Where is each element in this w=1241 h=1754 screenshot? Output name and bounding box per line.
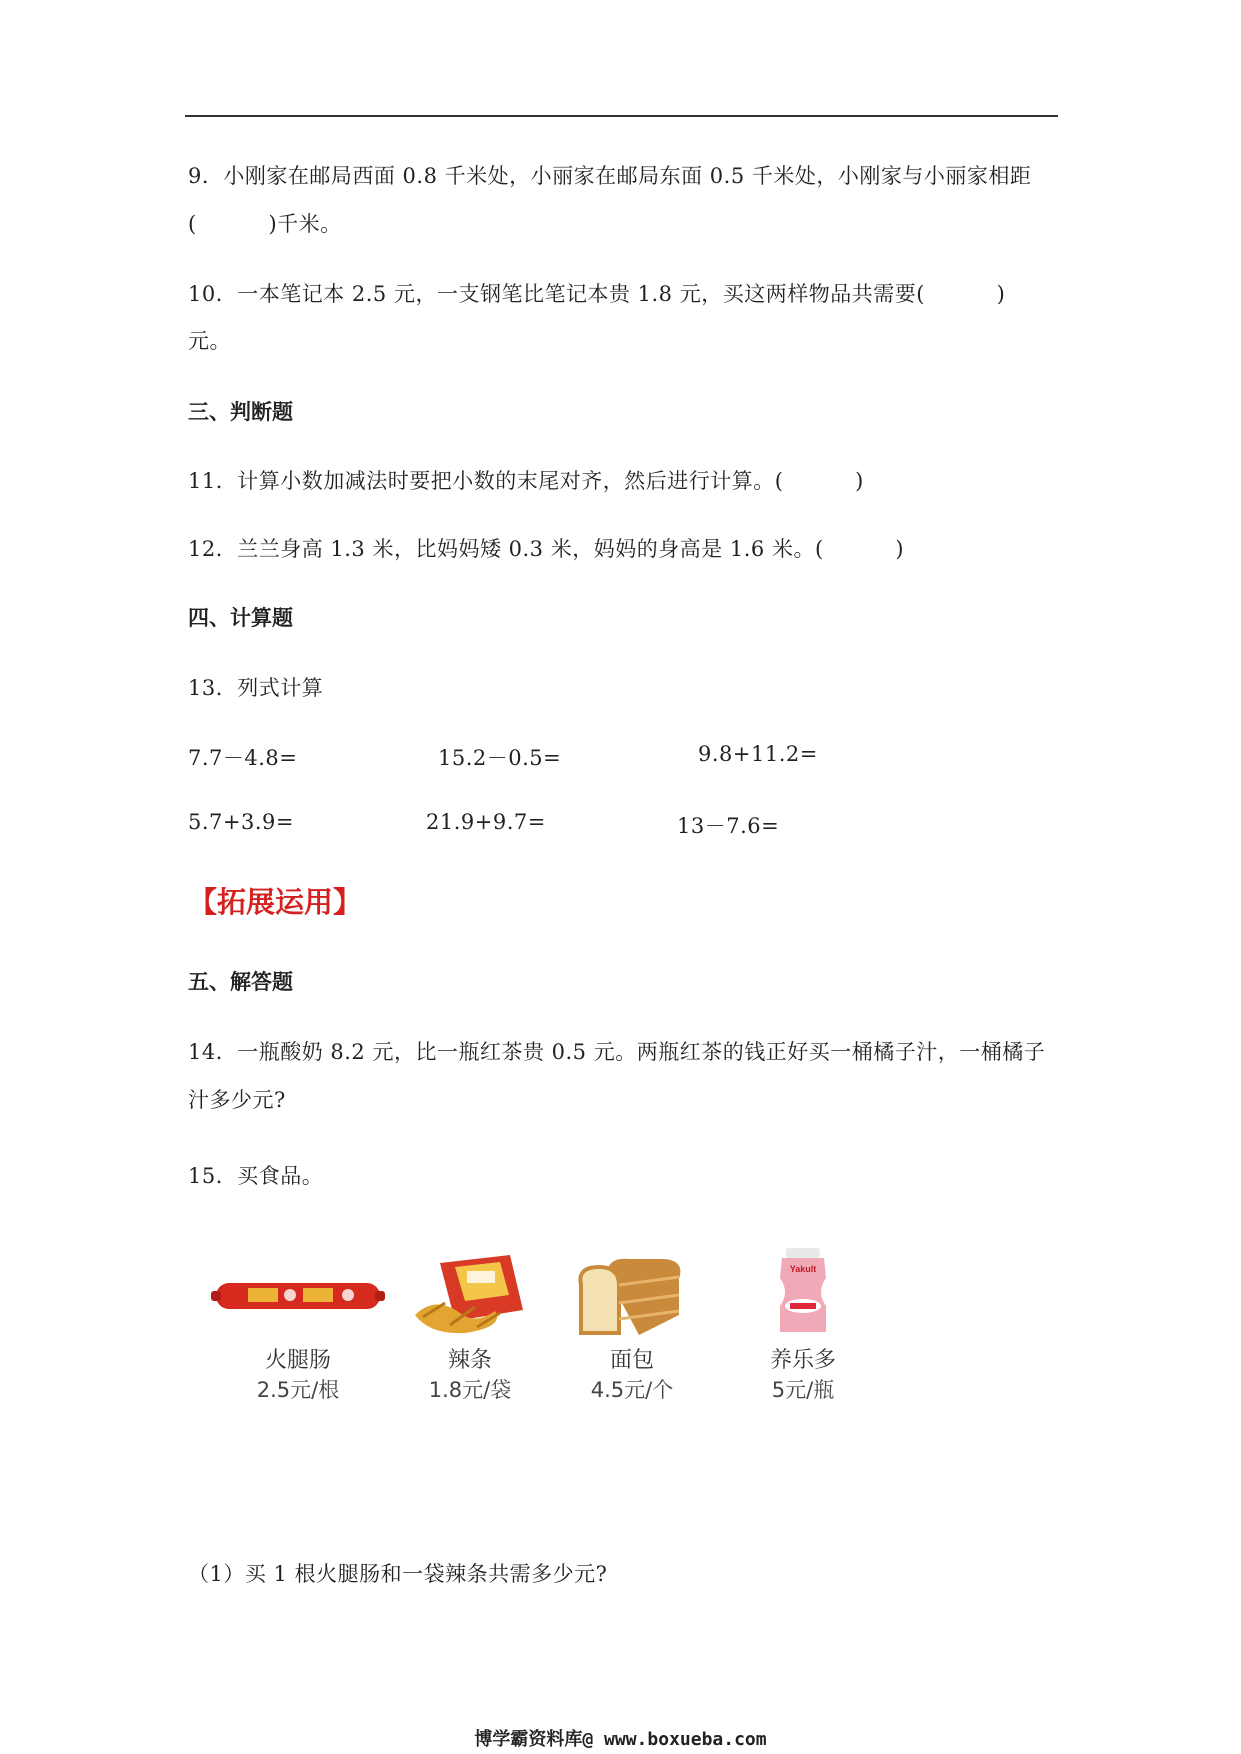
food-name: 养乐多 xyxy=(769,1348,836,1373)
question-11: 11．计算小数加减法时要把小数的末尾对齐，然后进行计算。( ) xyxy=(188,469,864,493)
food-name: 火腿肠 xyxy=(264,1348,331,1373)
food-item-bread xyxy=(567,1255,697,1404)
bread-icon xyxy=(567,1255,697,1335)
food-name: 面包 xyxy=(609,1348,654,1373)
sausage-icon xyxy=(208,1255,388,1335)
section-4-heading: 四、计算题 xyxy=(188,606,293,630)
food-price: 2.5元/根 xyxy=(256,1378,340,1402)
food-price: 5元/瓶 xyxy=(771,1378,835,1402)
question-10-line1: 10．一本笔记本 2.5 元，一支钢笔比笔记本贵 1.8 元，买这两样物品共需要( ) xyxy=(188,282,1006,306)
page-footer: 博学霸资料库@ www.boxueba.com xyxy=(474,1729,767,1750)
question-14-line1: 14．一瓶酸奶 8.2 元，比一瓶红茶贵 0.5 元。两瓶红茶的钱正好买一桶橘子汁，一桶橘子 xyxy=(188,1040,1046,1064)
spicy-strip-icon xyxy=(405,1255,535,1335)
food-item-spicy-strip xyxy=(405,1255,535,1404)
food-item-yakult xyxy=(738,1248,868,1404)
calc-item: 9.8+11.2= xyxy=(698,742,818,766)
section-5-heading: 五、解答题 xyxy=(188,970,293,994)
question-9-line2: ( )千米。 xyxy=(188,212,342,236)
svg-text:Yakult: Yakult xyxy=(789,1264,817,1274)
calc-item: 5.7+3.9= xyxy=(188,810,294,834)
calc-item: 7.7－4.8= xyxy=(188,746,298,770)
question-15: 15．买食品。 xyxy=(188,1164,324,1188)
section-3-heading: 三、判断题 xyxy=(188,400,293,424)
food-price: 1.8元/袋 xyxy=(428,1378,512,1402)
food-item-sausage xyxy=(208,1255,388,1404)
yakult-icon xyxy=(738,1248,868,1335)
food-name: 辣条 xyxy=(447,1348,492,1373)
calc-item: 13－7.6= xyxy=(677,814,780,838)
calc-item: 15.2－0.5= xyxy=(438,746,562,770)
question-15-sub1: （1）买 1 根火腿肠和一袋辣条共需多少元? xyxy=(188,1562,608,1586)
extend-heading: 【拓展运用】 xyxy=(188,885,363,919)
question-9-line1: 9．小刚家在邮局西面 0.8 千米处，小丽家在邮局东面 0.5 千米处，小刚家与小丽家相距 xyxy=(188,164,1032,188)
header-rule xyxy=(185,115,1058,117)
question-13: 13．列式计算 xyxy=(188,676,324,700)
food-price: 4.5元/个 xyxy=(590,1378,674,1402)
question-10-line2: 元。 xyxy=(188,329,231,353)
question-14-line2: 汁多少元? xyxy=(188,1088,286,1112)
calc-item: 21.9+9.7= xyxy=(426,810,546,834)
question-12: 12．兰兰身高 1.3 米，比妈妈矮 0.3 米，妈妈的身高是 1.6 米。( ) xyxy=(188,537,905,561)
